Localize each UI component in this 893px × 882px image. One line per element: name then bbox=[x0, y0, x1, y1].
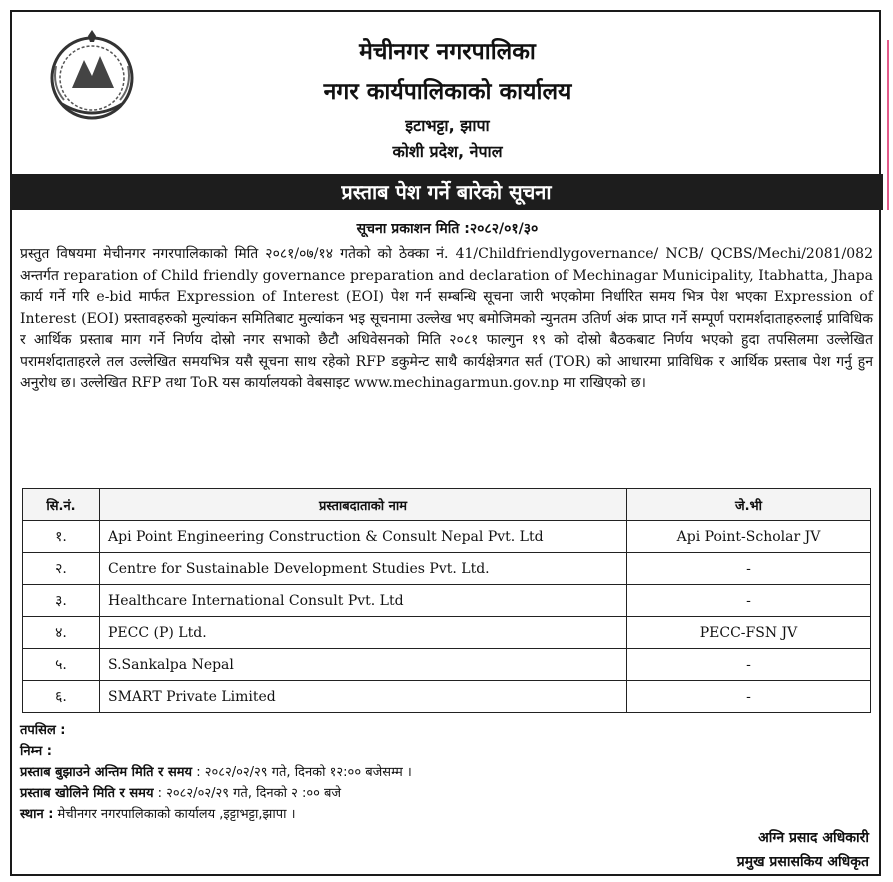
row-name: Healthcare International Consult Pvt. Ltd bbox=[100, 585, 627, 617]
table-row bbox=[23, 553, 871, 585]
table-row bbox=[23, 617, 871, 649]
place-value: मेचीनगर नगरपालिकाको कार्यालय ,इट्टाभट्टा,झापा । bbox=[53, 807, 296, 822]
header-name: प्रस्ताबदाताको नाम bbox=[100, 489, 627, 521]
office-province: कोशी प्रदेश, नेपाल bbox=[392, 142, 503, 161]
signatory-title: प्रमुख प्रसासकिय अधिकृत bbox=[736, 854, 869, 870]
opening-label: प्रस्ताब खोलिने मिति र समय bbox=[20, 786, 154, 801]
header-sn: सि.नं. bbox=[23, 489, 100, 521]
row-name: PECC (P) Ltd. bbox=[100, 617, 627, 649]
tapasil-label: तपसिल : bbox=[20, 723, 66, 738]
row-name: S.Sankalpa Nepal bbox=[100, 649, 627, 681]
schedule-section bbox=[20, 720, 873, 825]
publish-date: सूचना प्रकाशन मिति :२०८२/०१/३० bbox=[356, 221, 539, 237]
place-line bbox=[20, 804, 873, 825]
row-sn: १. bbox=[23, 521, 100, 553]
table-row bbox=[23, 681, 871, 713]
table-row bbox=[23, 585, 871, 617]
row-jv: - bbox=[627, 681, 871, 713]
office-name: मेचीनगर नगरपालिका bbox=[359, 39, 536, 65]
deadline-value: : २०८२/०२/२९ गते, दिनको १२:०० बजेसम्म । bbox=[192, 765, 412, 780]
row-jv: - bbox=[627, 553, 871, 585]
table-row bbox=[23, 521, 871, 553]
row-jv: - bbox=[627, 649, 871, 681]
opening-value: : २०८२/०२/२९ गते, दिनको २ :०० बजे bbox=[153, 786, 342, 801]
table-row bbox=[23, 649, 871, 681]
opening-line bbox=[20, 783, 873, 804]
row-sn: ३. bbox=[23, 585, 100, 617]
nimna-label: निम्न : bbox=[20, 744, 52, 759]
row-name: Centre for Sustainable Development Studies Pvt. Ltd. bbox=[100, 553, 627, 585]
signatory-name: अग्नि प्रसाद अधिकारी bbox=[758, 830, 869, 846]
proposer-table bbox=[22, 488, 871, 713]
margin-mark bbox=[887, 40, 889, 210]
row-name: SMART Private Limited bbox=[100, 681, 627, 713]
row-name: Api Point Engineering Construction & Consult Nepal Pvt. Ltd bbox=[100, 521, 627, 553]
row-sn: २. bbox=[23, 553, 100, 585]
row-sn: ४. bbox=[23, 617, 100, 649]
notice-title: प्रस्ताब पेश गर्ने बारेको सूचना bbox=[10, 174, 883, 210]
deadline-line bbox=[20, 762, 873, 783]
row-jv: Api Point-Scholar JV bbox=[627, 521, 871, 553]
header bbox=[12, 12, 883, 174]
header-jv: जे.भी bbox=[627, 489, 871, 521]
place-label: स्थान : bbox=[20, 807, 54, 822]
row-sn: ५. bbox=[23, 649, 100, 681]
notice-body: प्रस्तुत विषयमा मेचीनगर नगरपालिकाको मिति २०८१/०७/१४ गतेको को ठेक्का नं. 41/Childfriendlygovernance/ NCB/ QCBS/Mechi/2081/082 अन्तर्गत reparation of Child friendly governance preparation and declaration of Mechinagar Municipality, Itabhatta, Jhapa कार्य गर्ने गरि e-bid मार्फत Expression of Interest (EOI) पेश गर्न सम्बन्धि सूचना जारी भएकोमा निर्धारित समय भित्र पेश भएका Expression of Interest (EOI) प्रस्तावहरुको मुल्यांकन समितिबाट मुल्यांकन भइ सूचनामा उल्लेख भए बमोजिमको न्युनतम उतिर्ण अंक प्राप्त गर्ने सम्पूर्ण परामर्शदाताहरुलाई प्राविधिक र आर्थिक प्रस्ताब माग गर्ने निर्णय दोस्रो नगर सभाको छैटौ अधिवेसनको मिति २०८१ फाल्गुन १९ को दोस्रो बैठकबाट निर्णय भएको हुदा तपसिलमा उल्लेखित परामर्शदाताहरले तल उल्लेखित समयभित्र यसै सूचना साथ रहेको RFP डकुमेन्ट साथै कार्यक्षेत्रगत सर्त (TOR) को आधारमा प्राविधिक र आर्थिक प्रस्ताब पेश गर्नु हुन अनुरोध छ। उल्लेखित RFP तथा ToR यस कार्यालयको वेबसाइट www.mechinagarmun.gov.np मा राखिएको छ। bbox=[20, 246, 873, 391]
table-header-row bbox=[23, 489, 871, 521]
row-jv: - bbox=[627, 585, 871, 617]
office-subtitle: नगर कार्यपालिकाको कार्यालय bbox=[323, 79, 572, 105]
deadline-label: प्रस्ताब बुझाउने अन्तिम मिति र समय bbox=[20, 765, 193, 780]
signature-block bbox=[737, 826, 869, 874]
office-location: इटाभट्टा, झापा bbox=[405, 116, 490, 135]
notice-frame bbox=[10, 10, 881, 876]
row-sn: ६. bbox=[23, 681, 100, 713]
row-jv: PECC-FSN JV bbox=[627, 617, 871, 649]
